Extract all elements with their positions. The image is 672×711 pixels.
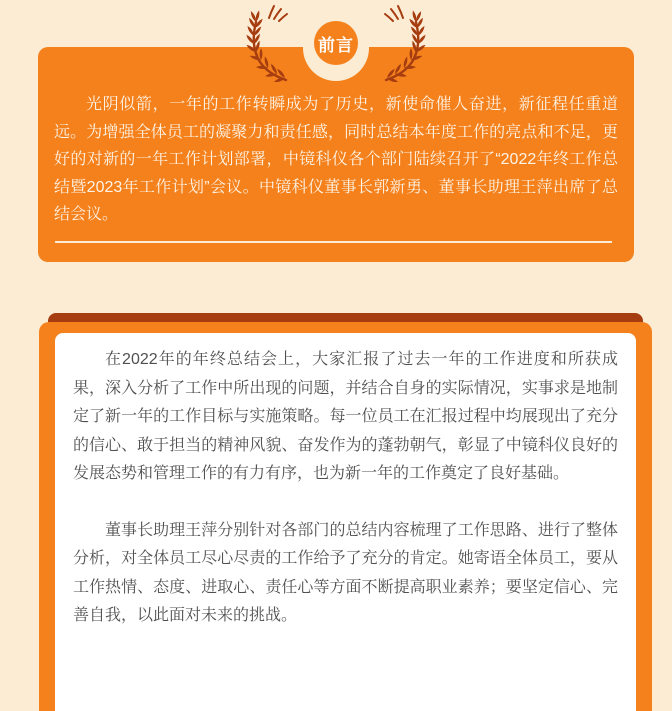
summary-inner-card	[55, 333, 636, 711]
foreword-badge	[314, 21, 358, 65]
summary-paragraph-1: 在2022年的年终总结会上，大家汇报了过去一年的工作进度和所获成果，深入分析了工作中所出现的问题，并结合自身的实际情况，实事求是地制定了新一年的工作目标与实施策略。每一位员工在汇报过程中均展现出了充分的信心、敢于担当的精神风貌、奋发作为的蓬勃朝气，彰显了中镜科仪良好的发展态势和管理工作的有力有序，也为新一年的工作奠定了良好基础。	[73, 351, 618, 482]
foreword-badge-label: 前言	[318, 35, 354, 55]
foreword-paragraph: 光阴似箭，一年的工作转瞬成为了历史，新使命催人奋进，新征程任重道远。为增强全体员工的凝聚力和责任感，同时总结本年度工作的亮点和不足，更好的对新的一年工作计划部署，中镜科仪各个部门陆续召开了“2022年终工作总结暨2023年工作计划”会议。中镜科仪董事长郭新勇、董事长助理王萍出席了总结会议。	[54, 96, 618, 223]
summary-paragraph-2: 董事长助理王萍分别针对各部门的总结内容梳理了工作思路、进行了整体分析，对全体员工尽心尽责的工作给予了充分的肯定。她寄语全体员工，要从工作热情、态度、进取心、责任心等方面不断提高职业素养；要坚定信心、完善自我，以此面对未来的挑战。	[73, 521, 618, 624]
wheat-ear-icon	[369, 4, 445, 82]
summary-card	[39, 322, 652, 711]
wheat-ear-icon	[227, 4, 303, 82]
divider-line	[55, 241, 612, 243]
